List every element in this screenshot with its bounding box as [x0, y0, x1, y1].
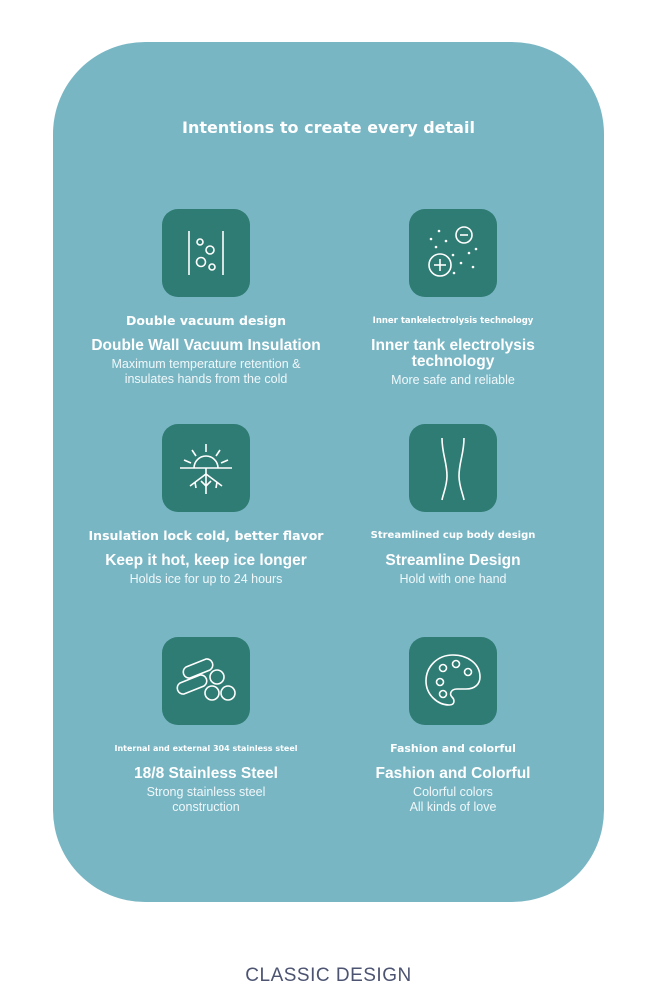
feature-subtitle: Inner tankelectrolysis technology [372, 316, 534, 326]
feature-description: Colorful colors All kinds of love [409, 785, 497, 814]
feature-title: 18/8 Stainless Steel [134, 765, 278, 782]
streamlined-cup-icon [409, 424, 497, 512]
feature-description: Holds ice for up to 24 hours [129, 572, 283, 586]
feature-title: Keep it hot, keep ice longer [105, 552, 307, 569]
palette-icon [409, 637, 497, 725]
feature-title: Double Wall Vacuum Insulation [91, 337, 321, 354]
feature-stainless-steel [66, 637, 346, 815]
feature-subtitle: Double vacuum design [125, 313, 287, 328]
feature-double-vacuum [66, 209, 346, 387]
feature-subtitle: Internal and external 304 stainless steel [114, 744, 298, 753]
feature-streamline [313, 424, 593, 587]
feature-description: Hold with one hand [399, 572, 507, 586]
sun-snowflake-icon [162, 424, 250, 512]
feature-subtitle: Streamlined cup body design [370, 530, 536, 541]
feature-keep-hot [66, 424, 346, 587]
feature-title: Inner tank electrolysis technology [371, 337, 535, 370]
feature-subtitle: Insulation lock cold, better flavor [88, 528, 324, 543]
feature-fashion [313, 637, 593, 815]
feature-description: Strong stainless steel construction [146, 785, 266, 814]
feature-electrolysis [313, 209, 593, 388]
vacuum-layers-icon [162, 209, 250, 297]
feature-description: More safe and reliable [391, 373, 515, 387]
electrolysis-icon [409, 209, 497, 297]
footer-title: CLASSIC DESIGN [245, 965, 412, 986]
stainless-pipes-icon [162, 637, 250, 725]
feature-title: Streamline Design [385, 552, 521, 569]
feature-description: Maximum temperature retention & insulates hands from the cold [111, 357, 301, 386]
feature-subtitle: Fashion and colorful [390, 742, 516, 755]
feature-title: Fashion and Colorful [375, 765, 531, 782]
page-heading: Intentions to create every detail [182, 118, 475, 137]
